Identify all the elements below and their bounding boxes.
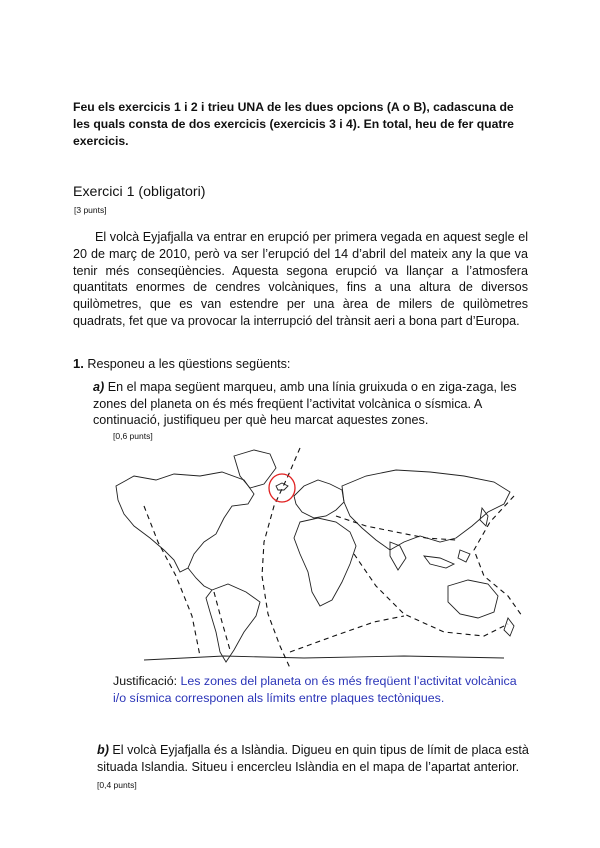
world-map-icon [104,446,524,668]
exercise-paragraph: El volcà Eyjafjalla va entrar en erupció per primera vegada en aquest segle el 20 de març de 2010, però va ser l’erupció del 14 d’abril del mateix any la que va tenir més conseqüències. Aquesta segona erupció va llançar a l’atmosfera quantitats enormes de cendres volcàniques, fins a una altura de diversos quilòmetres, que es van estendre per una àrea de milers de quilòmetres quadrats, fet que va provocar la interrupció del trànsit aeri a bona part d’Europa. [73,230,528,328]
question-1 [73,356,290,371]
question-number: 1. [73,356,84,371]
part-b-points: [0,4 punts] [97,780,137,790]
justification-label: Justificació: [113,674,178,688]
part-a-points: [0,6 punts] [113,431,153,441]
part-a-text: En el mapa següent marqueu, amb una línia gruixuda o en ziga-zaga, les zones del planeta on és més freqüent l’activitat volcànica o sísmica. A continuació, justifiqueu per què heu marcat aquestes zones. [93,380,517,427]
instructions-intro: Feu els exercicis 1 i 2 i trieu UNA de les dues opcions (A o B), cadascuna de les quals consta de dos exercicis (exercicis 3 i 4). En total, heu de fer quatre exercicis. [73,100,514,148]
exercise-title: Exercici 1 (obligatori) [73,184,206,200]
justification-answer: Les zones del planeta on és més freqüent l’activitat volcànica i/o sísmica corresponen als límits entre plaques tectòniques. [113,674,517,705]
part-a-marker: a) [93,380,105,394]
part-a [93,379,533,429]
part-b-text: El volcà Eyjafjalla és a Islàndia. Digueu en quin tipus de límit de placa està situada Islandia. Situeu i encercleu Islàndia en el mapa de l’apartat anterior. [97,743,529,774]
justification [113,673,533,707]
part-b-marker: b) [97,743,109,757]
exercise-points: [3 punts] [74,205,107,215]
part-b [97,742,533,794]
question-text: Responeu a les qüestions següents: [87,357,291,371]
